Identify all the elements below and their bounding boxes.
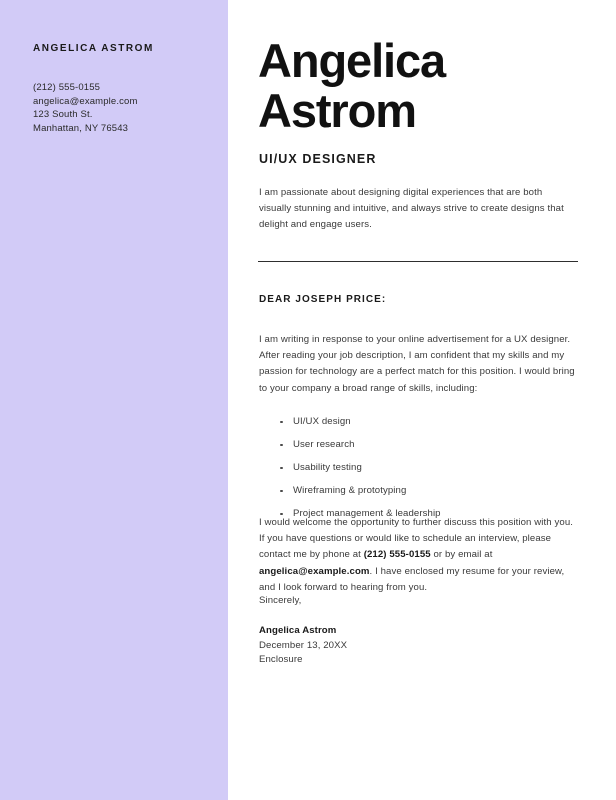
salutation: DEAR JOSEPH PRICE: [259, 294, 387, 305]
closing-text-part1: I would welcome the opportunity to further discuss this position with you. If you have questions or would like to schedule an interview, please contact me by phone at [259, 517, 574, 561]
letter-main-column [258, 0, 580, 800]
skill-label: UI/UX design [293, 416, 351, 427]
skill-label: User research [293, 439, 355, 450]
signature-block [259, 624, 347, 668]
sidebar-contact-block [33, 81, 138, 135]
closing-paragraph [259, 515, 581, 596]
last-name: Astrom [258, 84, 416, 137]
skill-label: Wireframing & prototyping [293, 485, 407, 496]
page-title [258, 36, 588, 136]
contact-city-state-zip: Manhattan, NY 76543 [33, 122, 129, 134]
enclosure-note: Enclosure [259, 654, 303, 665]
skill-label: Usability testing [293, 462, 362, 473]
closing-phone: (212) 555-0155 [363, 549, 431, 561]
skill-label: Project management & leadership [293, 508, 441, 519]
sidebar-name: ANGELICA ASTROM [33, 43, 154, 54]
closing-email: angelica@example.com [259, 565, 370, 577]
signature-name: Angelica Astrom [259, 625, 337, 636]
list-item [259, 479, 579, 502]
contact-phone: (212) 555-0155 [33, 82, 101, 93]
letter-date: December 13, 20XX [259, 639, 348, 651]
opening-paragraph: I am writing in response to your online advertisement for a UX designer. After reading your job description, I am confident that my skills and my passion for technology are a perfect match for this position. I would bring to your company a broad range of skills, including: [259, 334, 575, 394]
closing-text-part3: . I have enclosed my resume for your review, and I look forward to hearing from you. [259, 565, 565, 593]
contact-email: angelica@example.com [33, 95, 138, 107]
intro-paragraph: I am passionate about designing digital experiences that are both visually stunning and intuitive, and always strive to create designs that delight and engage users. [259, 187, 564, 230]
divider [258, 261, 578, 262]
list-item [259, 456, 579, 479]
sign-off: Sincerely, [259, 595, 302, 606]
list-item [259, 433, 579, 456]
sidebar [0, 0, 228, 800]
contact-street: 123 South St. [33, 109, 93, 120]
skills-list [259, 410, 579, 525]
list-item [259, 410, 579, 433]
closing-text-part2: or by email at [430, 549, 493, 561]
first-name: Angelica [258, 34, 446, 87]
job-title: UI/UX DESIGNER [259, 152, 377, 166]
